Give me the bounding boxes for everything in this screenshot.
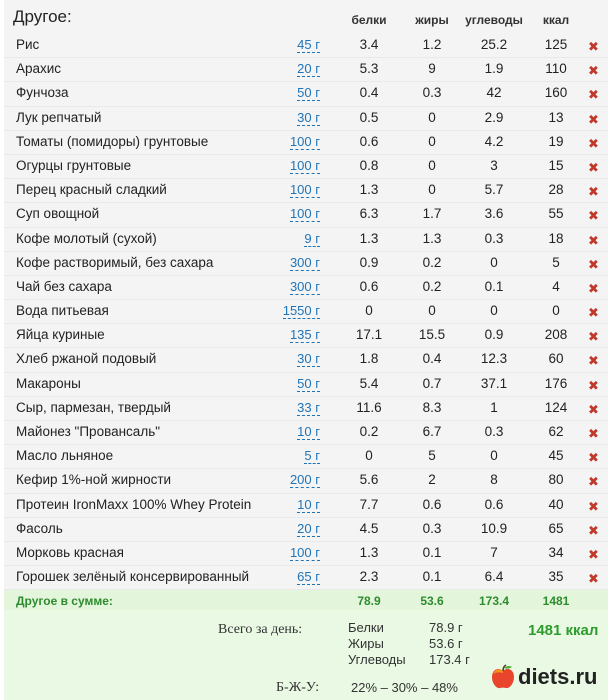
food-name: Фасоль [16,520,63,536]
amount-link[interactable]: 33 г [297,399,320,415]
food-name: Арахис [16,61,62,77]
food-row [4,300,608,324]
food-row [4,566,608,590]
delete-icon[interactable]: ✖ [588,63,599,79]
food-name: Суп овощной [16,206,100,222]
amount-link[interactable]: 9 г [304,230,320,246]
fat-value: 1.2 [422,37,442,52]
amount-link[interactable]: 65 г [297,569,320,585]
protein-value: 1.8 [359,351,379,367]
kcal-value: 13 [548,109,564,125]
day-carbs-value: 173.4 г [429,652,470,667]
col-protein: белки [351,13,387,27]
protein-value: 0 [365,448,373,464]
delete-icon[interactable]: ✖ [588,111,599,127]
carbs-value: 25.2 [480,37,508,52]
delete-icon[interactable]: ✖ [588,87,599,103]
amount-link[interactable]: 45 г [297,37,320,52]
fat-value: 0.2 [422,278,442,294]
protein-value: 0.9 [359,254,379,270]
food-name: Томаты (помидоры) грунтовые [16,133,209,149]
food-row [4,542,608,566]
fat-value: 0.6 [422,496,442,512]
food-row [4,228,608,252]
carbs-value: 4.2 [484,133,504,149]
carbs-value: 5.7 [484,182,504,198]
protein-value: 1.3 [359,544,379,560]
food-name: Фунчоза [16,85,69,101]
sum-label: Другое в сумме: [16,594,113,609]
delete-icon[interactable]: ✖ [588,329,599,345]
delete-icon[interactable]: ✖ [588,546,599,562]
food-row [4,445,608,469]
kcal-value: 125 [544,37,568,52]
delete-icon[interactable]: ✖ [588,208,599,224]
food-row [4,131,608,155]
carbs-value: 6.4 [484,569,504,585]
carbs-value: 0.3 [484,424,504,439]
fat-value: 1.7 [422,206,442,222]
amount-link[interactable]: 50 г [297,85,320,101]
site-logo[interactable] [490,660,610,696]
protein-value: 17.1 [355,327,383,343]
food-row [4,469,608,493]
kcal-value: 55 [548,206,564,222]
carbs-value: 0 [490,254,498,270]
delete-icon[interactable]: ✖ [588,401,599,417]
kcal-value: 19 [548,133,564,149]
food-row [4,348,608,372]
carbs-value: 0 [490,303,498,319]
amount-link[interactable]: 20 г [297,520,320,536]
fat-value: 2 [428,472,436,488]
carbs-value: 8 [490,472,498,488]
food-name: Кефир 1%-ной жирности [16,472,172,488]
food-row [4,324,608,348]
amount-link[interactable]: 200 г [289,472,320,488]
carbs-value: 0.3 [484,230,504,246]
delete-icon[interactable]: ✖ [588,353,599,369]
sum-protein: 78.9 [357,594,381,609]
kcal-value: 124 [544,399,568,415]
fat-value: 0 [428,303,436,319]
fat-value: 0 [428,133,436,149]
protein-value: 0.6 [359,278,379,294]
col-carbs: углеводы [465,13,523,27]
food-row [4,34,608,58]
food-name: Вода питьевая [16,303,109,319]
day-total-label: Всего за день: [218,622,303,637]
amount-link[interactable]: 100 г [289,182,320,198]
sum-kcal: 1481 [542,594,570,609]
protein-value: 1.3 [359,230,379,246]
amount-link[interactable]: 1550 г [282,303,320,319]
fat-value: 0 [428,182,436,198]
fat-value: 0.3 [422,520,442,536]
amount-link[interactable]: 10 г [297,424,320,439]
delete-icon[interactable]: ✖ [588,571,599,587]
col-kcal: ккал [542,13,570,27]
carbs-value: 3.6 [484,206,504,222]
carbs-value: 2.9 [484,109,504,125]
sum-row [4,590,608,612]
food-name: Кофе растворимый, без сахара [16,254,214,270]
carbs-value: 0.1 [484,278,504,294]
amount-link[interactable]: 100 г [289,157,320,173]
section-title: Другое: [13,7,72,26]
food-name: Сыр, пармезан, твердый [16,399,171,415]
apple-icon [490,664,516,690]
logo-text: diets.ru [518,664,598,689]
fat-value: 0.1 [422,569,442,585]
amount-link[interactable]: 100 г [289,133,320,149]
carbs-value: 0.9 [484,327,504,343]
protein-value: 0.8 [359,157,379,173]
fat-value: 1.3 [422,230,442,246]
fat-value: 8.3 [422,399,442,415]
kcal-value: 35 [548,569,564,585]
food-row [4,107,608,131]
fat-value: 0.1 [422,544,442,560]
food-name: Рис [16,37,40,52]
food-row [4,518,608,542]
carbs-value: 0 [490,448,498,464]
delete-icon[interactable]: ✖ [588,280,599,296]
kcal-value: 4 [552,278,560,294]
kcal-value: 34 [548,544,564,560]
food-row [4,373,608,397]
kcal-value: 15 [548,157,564,173]
amount-link[interactable]: 50 г [297,375,320,391]
amount-link[interactable]: 100 г [289,544,320,560]
food-name: Майонез "Провансаль" [16,424,161,439]
delete-icon[interactable]: ✖ [588,474,599,490]
food-list [4,34,608,590]
food-row [4,252,608,276]
day-kcal: 1481 ккал [528,622,599,639]
bju-label: Б-Ж-У: [276,680,320,695]
kcal-value: 65 [548,520,564,536]
amount-link[interactable]: 30 г [297,109,320,125]
sum-fat: 53.6 [420,594,444,609]
carbs-value: 3 [490,157,498,173]
kcal-value: 208 [544,327,568,343]
amount-link[interactable]: 20 г [297,61,320,77]
protein-value: 0.2 [359,424,379,439]
day-fat-label: Жиры [348,636,384,651]
kcal-value: 0 [552,303,560,319]
fat-value: 5 [428,448,436,464]
fat-value: 0 [428,157,436,173]
fat-value: 0.2 [422,254,442,270]
kcal-value: 80 [548,472,564,488]
food-row [4,494,608,518]
carbs-value: 12.3 [480,351,508,367]
fat-value: 15.5 [418,327,446,343]
sum-carbs: 173.4 [478,594,510,609]
food-name: Протеин IronMaxx 100% Whey Protein [16,496,252,512]
delete-icon[interactable]: ✖ [588,377,599,393]
fat-value: 0.3 [422,85,442,101]
carbs-value: 10.9 [480,520,508,536]
protein-value: 0.5 [359,109,379,125]
food-name: Морковь красная [16,544,124,560]
delete-icon[interactable]: ✖ [588,256,599,272]
amount-link[interactable]: 100 г [289,206,320,222]
carbs-value: 1 [490,399,498,415]
food-name: Огурцы грунтовые [16,157,132,173]
protein-value: 2.3 [359,569,379,585]
day-protein-label: Белки [348,620,384,635]
amount-link[interactable]: 300 г [289,278,320,294]
day-carbs-label: Углеводы [348,652,406,667]
food-name: Лук репчатый [16,109,102,125]
carbs-value: 7 [490,544,498,560]
protein-value: 0.4 [359,85,379,101]
carbs-value: 0.6 [484,496,504,512]
fat-value: 9 [428,61,436,77]
protein-value: 7.7 [359,496,379,512]
kcal-value: 62 [548,424,564,439]
food-name: Хлеб ржаной подовый [16,351,157,367]
protein-value: 0.6 [359,133,379,149]
food-diary-panel [4,0,608,612]
kcal-value: 40 [548,496,564,512]
protein-value: 5.4 [359,375,379,391]
kcal-value: 60 [548,351,564,367]
food-name: Яйца куриные [16,327,105,343]
delete-icon[interactable]: ✖ [588,522,599,538]
food-row [4,397,608,421]
carbs-value: 42 [486,85,502,101]
amount-link[interactable]: 300 г [289,254,320,270]
col-fat: жиры [415,13,449,27]
fat-value: 0.4 [422,351,442,367]
food-name: Макароны [16,375,81,391]
delete-icon[interactable]: ✖ [588,232,599,248]
food-row [4,203,608,227]
day-protein-value: 78.9 г [429,620,463,635]
delete-icon[interactable]: ✖ [588,426,599,441]
protein-value: 11.6 [356,399,382,415]
protein-value: 5.6 [359,472,379,488]
fat-value: 0.7 [422,375,442,391]
delete-icon[interactable]: ✖ [588,135,599,151]
kcal-value: 110 [545,61,567,77]
kcal-value: 45 [548,448,564,464]
delete-icon[interactable]: ✖ [588,450,599,466]
fat-value: 0 [428,109,436,125]
protein-value: 1.3 [359,182,379,198]
delete-icon[interactable]: ✖ [588,184,599,200]
food-row [4,276,608,300]
delete-icon[interactable]: ✖ [588,498,599,514]
food-name: Чай без сахара [16,278,112,294]
kcal-value: 28 [548,182,564,198]
amount-link[interactable]: 5 г [304,448,320,464]
protein-value: 3.4 [359,37,379,52]
carbs-value: 37.1 [480,375,508,391]
kcal-value: 176 [544,375,568,391]
food-row [4,82,608,106]
food-name: Кофе молотый (сухой) [16,230,157,246]
amount-link[interactable]: 10 г [297,496,320,512]
table-header [4,0,608,34]
bju-ratio: 22% – 30% – 48% [351,680,458,695]
food-row [4,155,608,179]
food-row [4,58,608,82]
delete-icon[interactable]: ✖ [588,305,599,321]
food-name: Горошек зелёный консервированный [16,569,250,585]
protein-value: 6.3 [359,206,379,222]
protein-value: 4.5 [359,520,379,536]
food-row [4,179,608,203]
amount-link[interactable]: 30 г [297,351,320,367]
food-name: Масло льняное [16,448,114,464]
kcal-value: 18 [548,230,564,246]
kcal-value: 160 [544,85,568,101]
food-name: Перец красный сладкий [16,182,167,198]
carbs-value: 1.9 [484,61,504,77]
food-row [4,421,608,445]
kcal-value: 5 [552,254,560,270]
day-fat-value: 53.6 г [429,636,463,651]
protein-value: 0 [365,303,373,319]
delete-icon[interactable]: ✖ [588,159,599,175]
amount-link[interactable]: 135 г [289,327,320,343]
protein-value: 5.3 [359,61,379,77]
fat-value: 6.7 [422,424,442,439]
delete-icon[interactable]: ✖ [588,39,599,54]
